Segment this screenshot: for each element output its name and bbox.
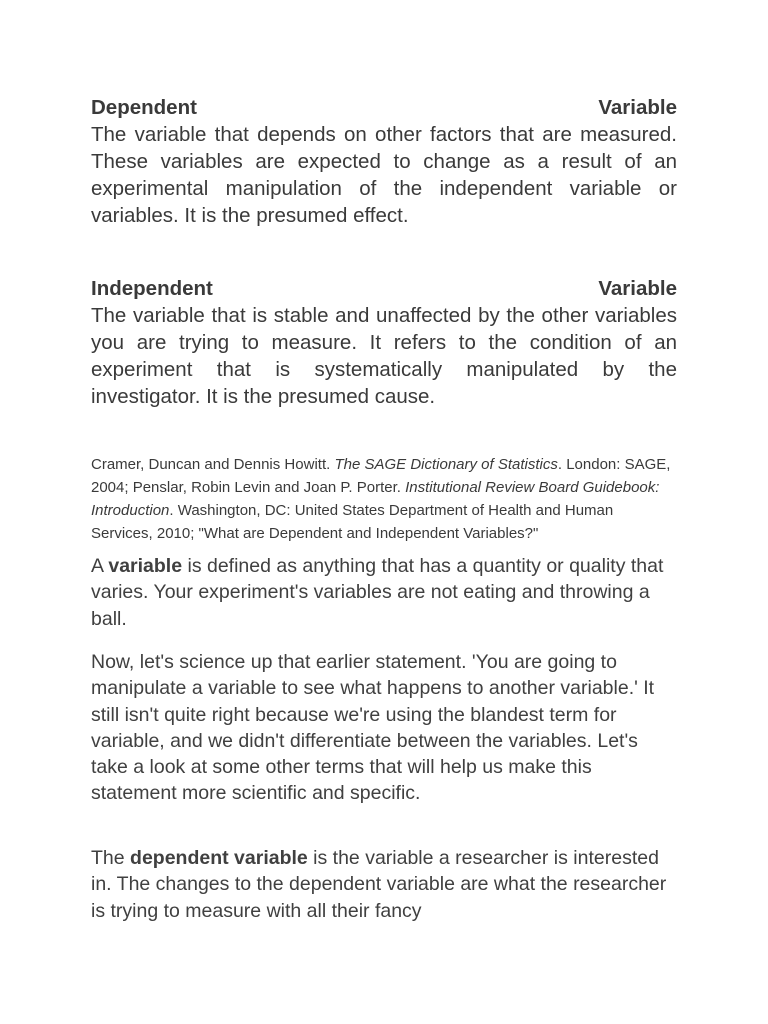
heading-word: Dependent	[91, 96, 197, 119]
bold-term: variable	[108, 555, 183, 577]
heading-word: Variable	[598, 277, 677, 300]
paragraph-text: A	[91, 555, 109, 577]
dependent-variable-paragraph	[91, 845, 677, 924]
variable-paragraph	[91, 553, 677, 632]
dependent-variable-heading	[91, 94, 677, 121]
independent-variable-definition	[91, 275, 677, 410]
citation-text: . Washington, DC: United States Department of Health and Human Services, 2010; "What are Dependent and Independent Variables?"	[91, 502, 614, 542]
citation-title: Institutional Review Board Guidebook: Introduction	[91, 479, 660, 519]
citation-title: The SAGE Dictionary of Statistics	[334, 456, 558, 473]
heading-word: Independent	[91, 277, 213, 300]
dependent-variable-definition	[91, 94, 677, 229]
bold-term: dependent variable	[130, 847, 308, 869]
heading-word: Variable	[598, 96, 677, 119]
paragraph-text: is the variable a researcher is interested in. The changes to the dependent variable are what the researcher is trying to measure with all their fancy	[91, 847, 667, 922]
dependent-variable-text: The variable that depends on other factors that are measured. These variables are expected to change as a result of an experimental manipulation of the independent variable or variables. It is the presumed effect.	[91, 123, 677, 227]
science-paragraph: Now, let's science up that earlier statement. 'You are going to manipulate a variable to see what happens to another variable.' It still isn't quite right because we're using the blandest term for variable, and we didn't differentiate between the variables. Let's take a look at some other terms that will help us make this statement more scientific and specific.	[91, 651, 655, 805]
citation	[91, 453, 677, 545]
independent-variable-heading	[91, 275, 677, 302]
paragraph-text: The	[91, 847, 131, 869]
citation-text: . London: SAGE, 2004; Penslar, Robin Levin and Joan P. Porter.	[91, 456, 671, 496]
paragraph-text: is defined as anything that has a quantity or quality that varies. Your experiment's variables are not eating and throwing a ball.	[91, 555, 664, 630]
independent-variable-text: The variable that is stable and unaffected by the other variables you are trying to measure. It refers to the condition of an experiment that is systematically manipulated by the investigator. It is the presumed cause.	[91, 304, 677, 408]
citation-text: Cramer, Duncan and Dennis Howitt.	[91, 456, 335, 473]
